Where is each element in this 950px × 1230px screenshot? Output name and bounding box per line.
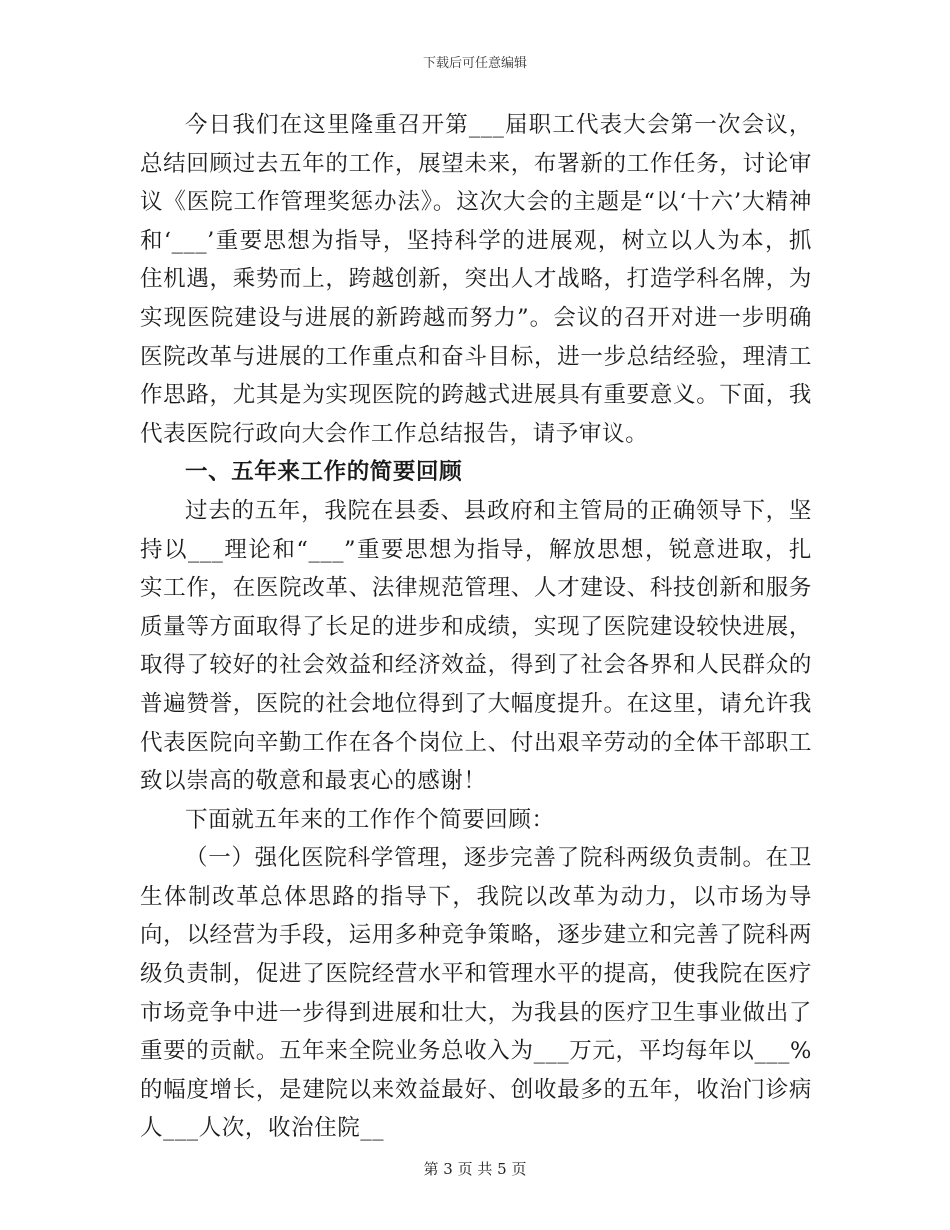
document-body <box>140 106 812 1148</box>
paragraph-management: （一）强化医院科学管理，逐步完善了院科两级负责制。在卫生体制改革总体思路的指导下，我院以改革为动力，以市场为导向，以经营为手段，运用多种竞争策略，逐步建立和完善了院科两级负责制，促进了医院经营水平和管理水平的提高，使我院在医疗市场竞争中进一步得到进展和壮大，为我县的医疗卫生事业做出了重要的贡献。五年来全院业务总收入为___万元，平均每年以___%的幅度增长，是建院以来效益最好、创收最多的五年，收治门诊病人___人次，收治住院__ <box>140 845 812 1142</box>
page-footer: 第 3 页 共 5 页 <box>423 1160 527 1178</box>
paragraph-review: 过去的五年，我院在县委、县政府和主管局的正确领导下，坚持以___理论和“___”重要思想为指导，解放思想，锐意进取，扎实工作，在医院改革、法律规范管理、人才建设、科技创新和服务质量等方面取得了长足的进步和成绩，实现了医院建设较快进展，取得了较好的社会效益和经济效益，得到了社会各界和人民群众的普遍赞誉，医院的社会地位得到了大幅度提升。在这里，请允许我代表医院向辛勤工作在各个岗位上、付出艰辛劳动的全体干部职工致以崇高的敬意和最衷心的感谢！ <box>140 497 812 795</box>
paragraph-intro: 今日我们在这里隆重召开第___届职工代表大会第一次会议，总结回顾过去五年的工作，展望未来，布署新的工作任务，讨论审议《医院工作管理奖惩办法》。这次大会的主题是“以‘十六’大精神和‘___’重要思想为指导，坚持科学的进展观，树立以人为本，抓住机遇，乘势而上，跨越创新，突出人才战略，打造学科名牌，为实现医院建设与进展的新跨越而努力”。会议的召开对进一步明确医院改革与进展的工作重点和奋斗目标，进一步总结经验，理清工作思路，尤其是为实现医院的跨越式进展具有重要意义。下面，我代表医院行政向大会作工作总结报告，请予审议。 <box>140 112 812 447</box>
paragraph-lead-in: 下面就五年来的工作作个简要回顾： <box>185 806 555 833</box>
section-heading: 一、五年来工作的简要回顾 <box>185 459 463 486</box>
page-header: 下载后可任意编辑 <box>422 56 527 71</box>
